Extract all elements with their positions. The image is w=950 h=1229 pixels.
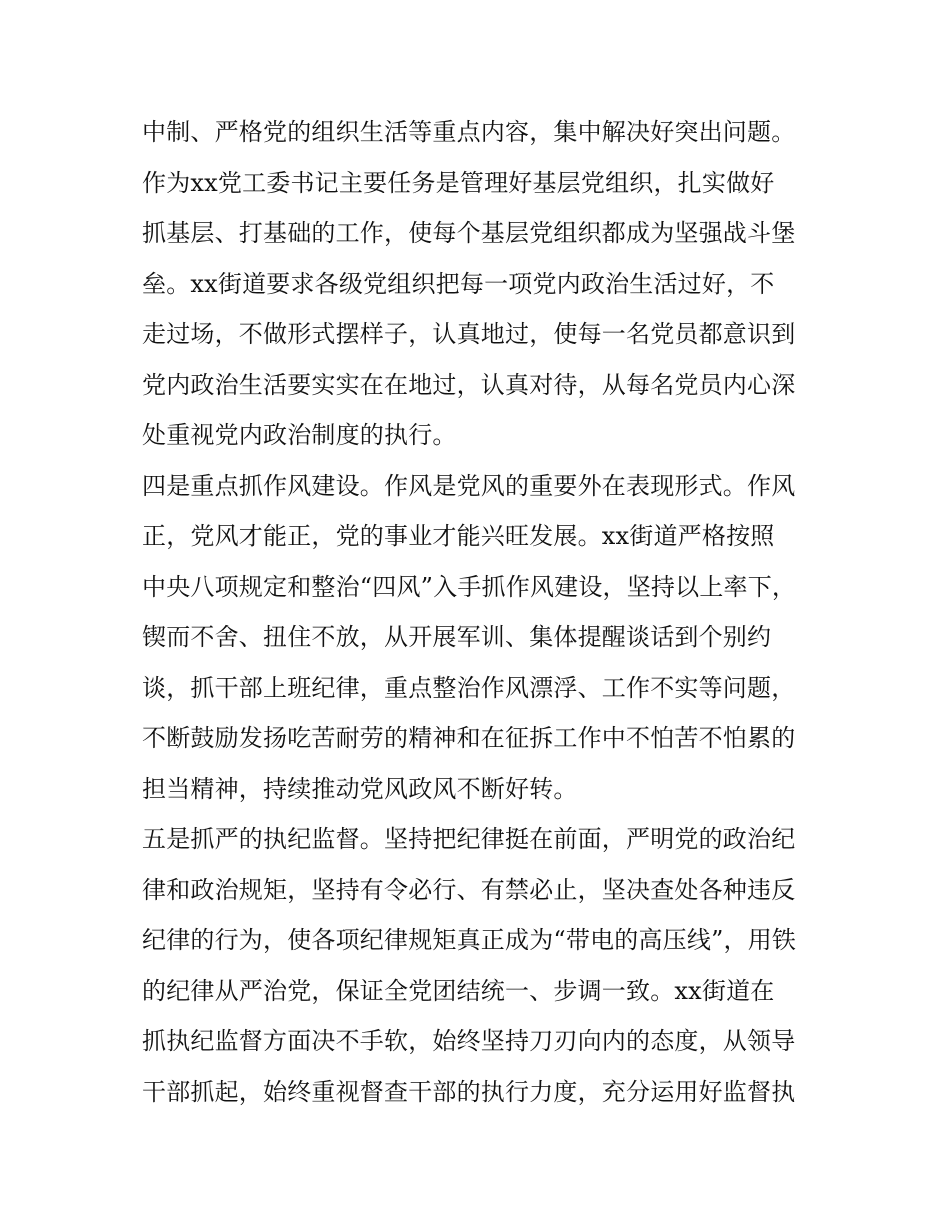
- text-line: 抓基层、打基础的工作，使每个基层党组织都成为坚强战斗堡: [142, 219, 796, 247]
- text-line: 四是重点抓作风建设。作风是党风的重要外在表现形式。作风: [142, 471, 796, 500]
- text-line: 作为xx党工委书记主要任务是管理好基层党组织，扎实做好: [142, 168, 775, 197]
- text-line: 干部抓起，始终重视督查干部的执行力度，充分运用好监督执: [142, 1077, 796, 1106]
- text-line: 中央八项规定和整治“四风”入手抓作风建设，坚持以上率下，: [142, 572, 797, 601]
- text-line: 抓执纪监督方面决不手软，始终坚持刀刃向内的态度，从领导: [142, 1027, 796, 1055]
- document-body: [142, 107, 822, 1117]
- text-line: 担当精神，持续推动党风政风不断好转。: [142, 774, 578, 803]
- text-line: 不断鼓励发扬吃苦耐劳的精神和在征拆工作中不怕苦不怕累的: [142, 724, 796, 752]
- text-line: 五是抓严的执纪监督。坚持把纪律挺在前面，严明党的政治纪: [142, 825, 796, 853]
- text-line: 锲而不舍、扭住不放，从开展军训、集体提醒谈话到个别约: [142, 623, 772, 651]
- text-line: 纪律的行为，使各项纪律规矩真正成为“带电的高压线”，用铁: [142, 926, 797, 954]
- text-line: 处重视党内政治制度的执行。: [142, 421, 457, 449]
- text-line: 的纪律从严治党，保证全党团结统一、步调一致。xx街道在: [142, 976, 775, 1005]
- text-line: 党内政治生活要实实在在地过，认真对待，从每名党员内心深: [142, 370, 796, 399]
- text-line: 中制、严格党的组织生活等重点内容，集中解决好突出问题。: [142, 118, 796, 146]
- text-line: 走过场，不做形式摆样子，认真地过，使每一名党员都意识到: [142, 320, 796, 348]
- text-line: 垒。xx街道要求各级党组织把每一项党内政治生活过好，不: [142, 269, 775, 298]
- text-line: 正，党风才能正，党的事业才能兴旺发展。xx街道严格按照: [142, 522, 775, 550]
- text-line: 谈，抓干部上班纪律，重点整治作风漂浮、工作不实等问题，: [142, 673, 796, 702]
- text-line: 律和政治规矩，坚持有令必行、有禁必止，坚决查处各种违反: [142, 875, 796, 904]
